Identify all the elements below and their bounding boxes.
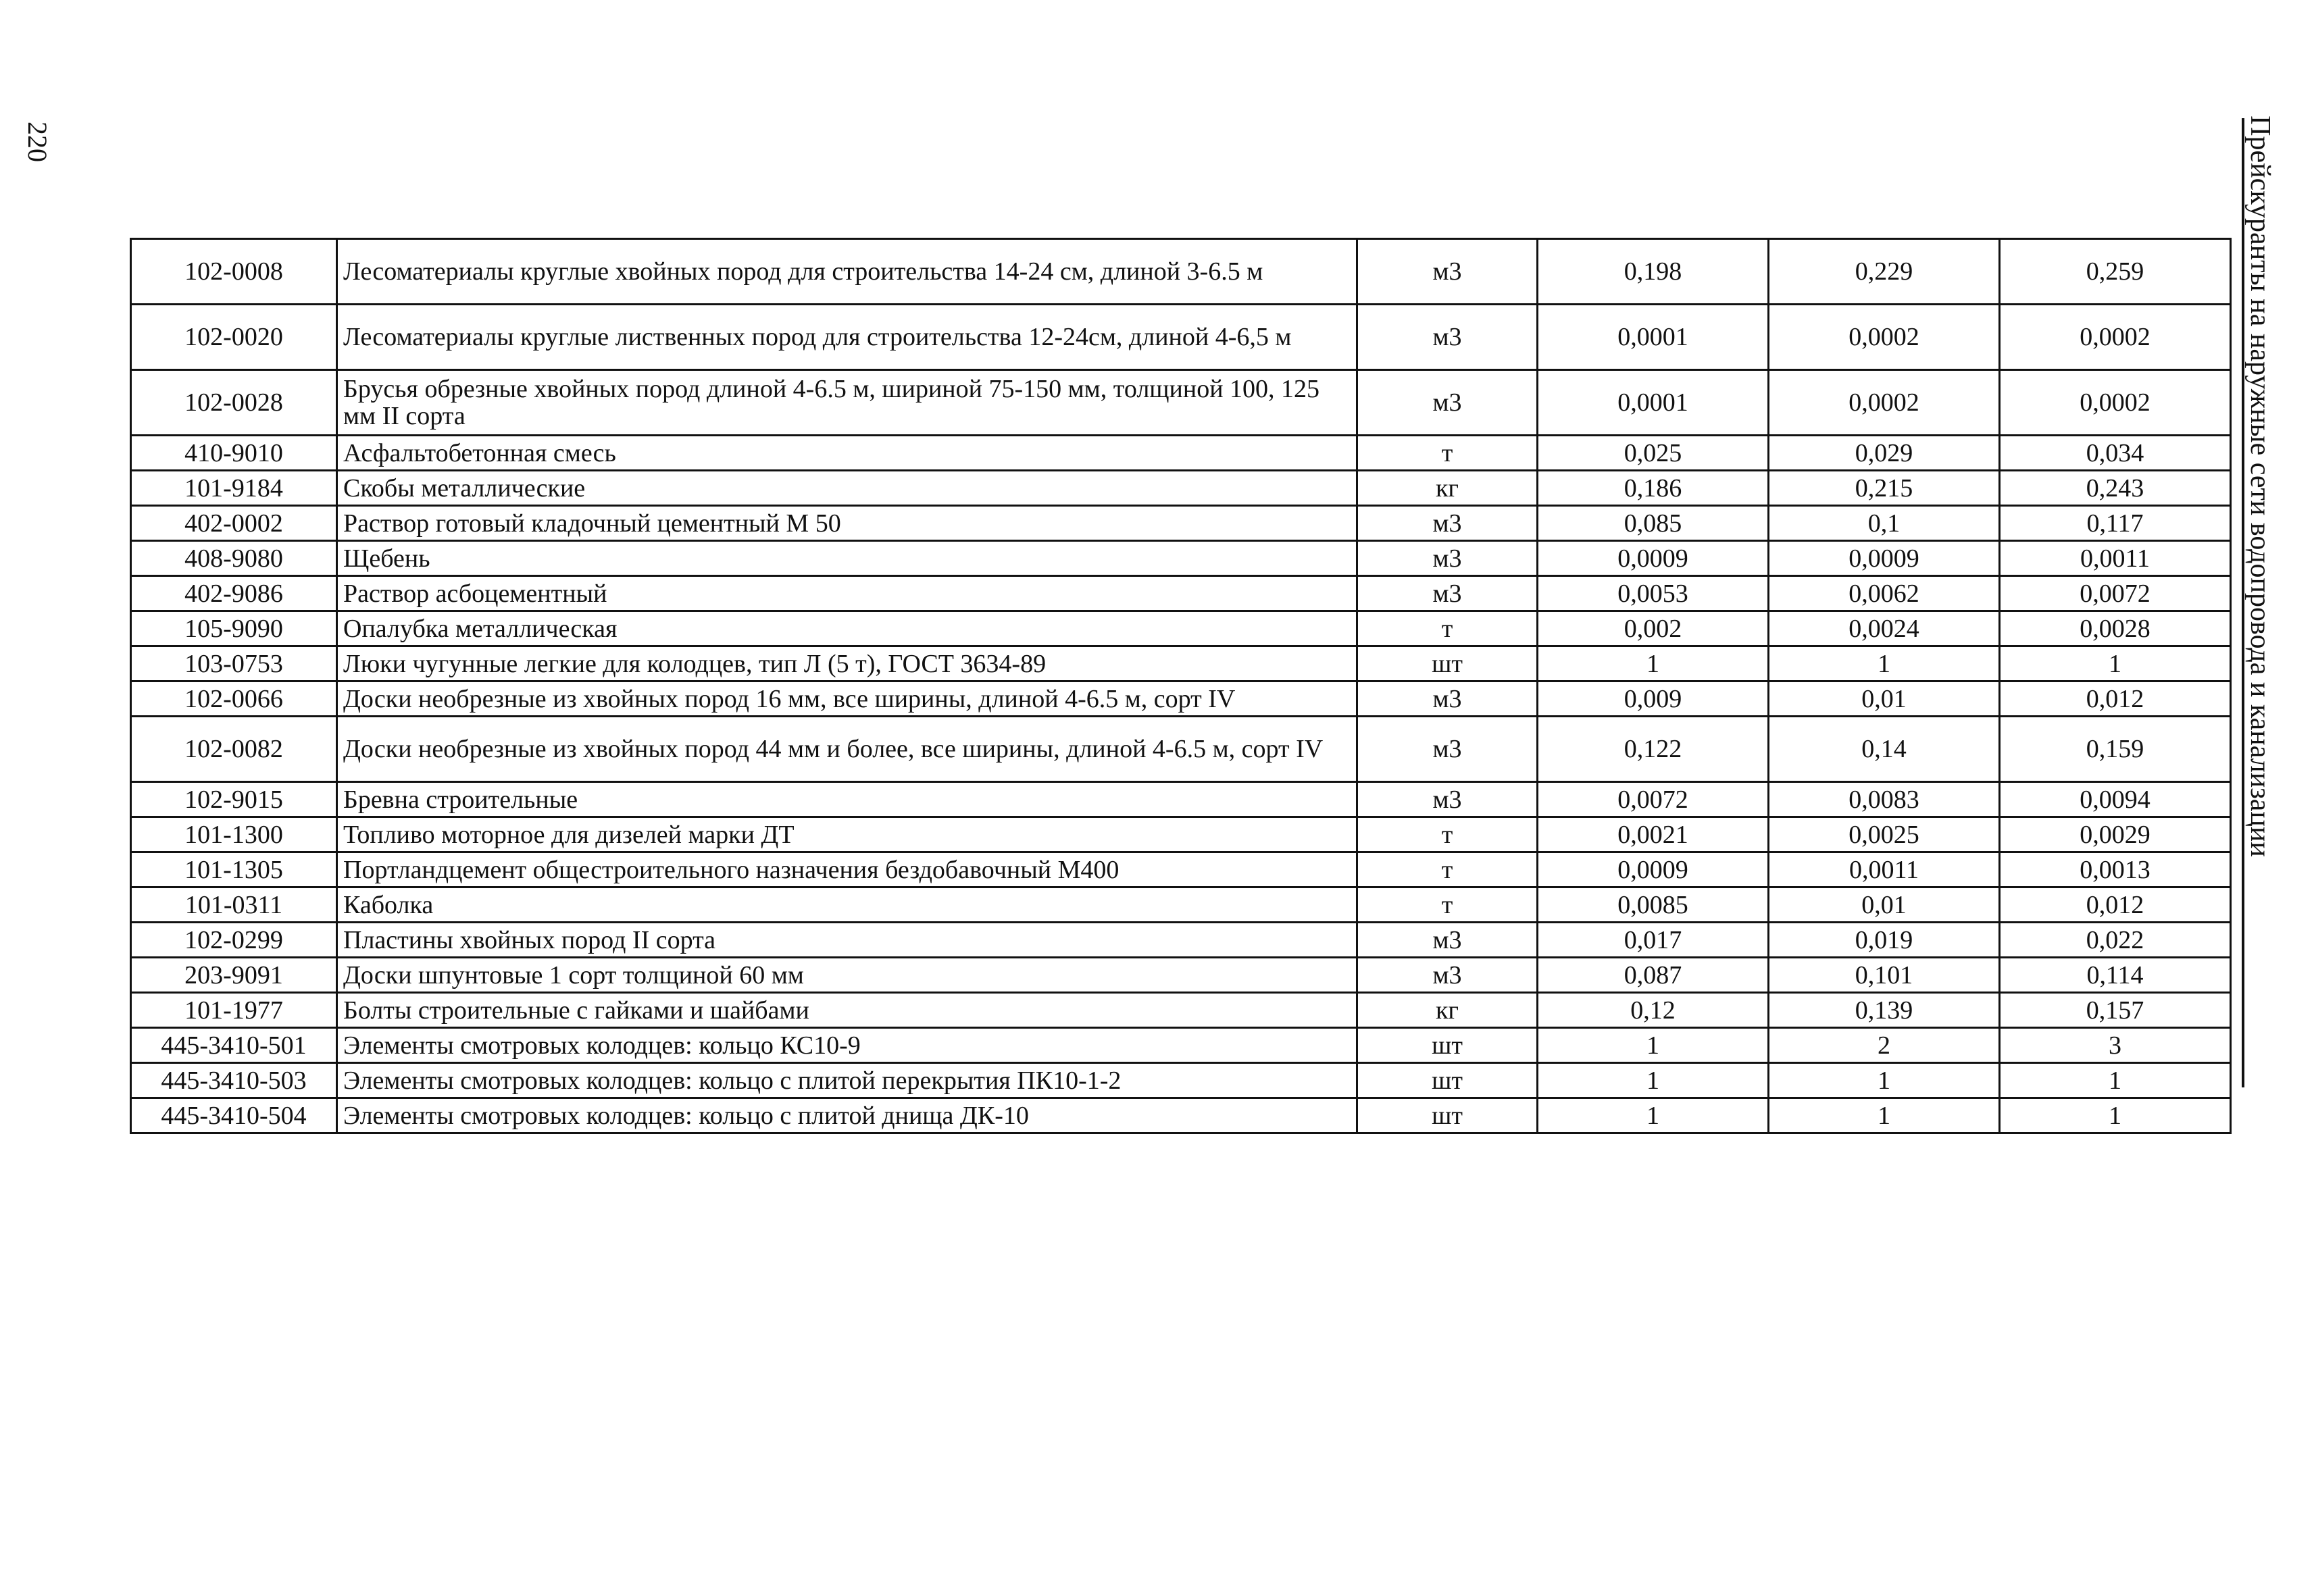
value-col-2: 0,1	[1769, 506, 2000, 541]
value-col-1: 0,087	[1538, 958, 1769, 993]
value-col-3: 0,0028	[2000, 611, 2231, 646]
material-name: Элементы смотровых колодцев: кольцо с плитой перекрытия ПК10-1-2	[337, 1063, 1357, 1098]
material-unit: т	[1357, 436, 1538, 471]
material-name: Лесоматериалы круглые хвойных пород для строительства 14-24 см, длиной 3-6.5 м	[337, 239, 1357, 305]
value-col-1: 0,002	[1538, 611, 1769, 646]
table-row	[131, 541, 2231, 576]
value-col-2: 1	[1769, 646, 2000, 681]
value-col-3: 0,114	[2000, 958, 2231, 993]
material-code: 402-9086	[131, 576, 337, 611]
value-col-1: 1	[1538, 646, 1769, 681]
value-col-3: 0,034	[2000, 436, 2231, 471]
table-row	[131, 370, 2231, 436]
material-unit: т	[1357, 817, 1538, 852]
table-row	[131, 923, 2231, 958]
value-col-2: 2	[1769, 1028, 2000, 1063]
table-row	[131, 993, 2231, 1028]
value-col-1: 0,0001	[1538, 370, 1769, 436]
material-unit: м3	[1357, 506, 1538, 541]
value-col-2: 0,029	[1769, 436, 2000, 471]
material-unit: шт	[1357, 646, 1538, 681]
table-row	[131, 717, 2231, 782]
table-row	[131, 817, 2231, 852]
table-row	[131, 506, 2231, 541]
material-unit: м3	[1357, 541, 1538, 576]
value-col-2: 0,01	[1769, 887, 2000, 923]
value-col-2: 0,0025	[1769, 817, 2000, 852]
value-col-3: 1	[2000, 1063, 2231, 1098]
material-unit: м3	[1357, 717, 1538, 782]
value-col-1: 0,12	[1538, 993, 1769, 1028]
value-col-2: 0,0011	[1769, 852, 2000, 887]
value-col-1: 0,122	[1538, 717, 1769, 782]
value-col-2: 0,0002	[1769, 370, 2000, 436]
table-row	[131, 646, 2231, 681]
material-code: 102-0008	[131, 239, 337, 305]
material-code: 102-9015	[131, 782, 337, 817]
value-col-3: 0,157	[2000, 993, 2231, 1028]
material-unit: шт	[1357, 1028, 1538, 1063]
material-unit: шт	[1357, 1098, 1538, 1133]
material-name: Брусья обрезные хвойных пород длиной 4-6.5 м, шириной 75-150 мм, толщиной 100, 125 мм II сорта	[337, 370, 1357, 436]
material-code: 101-0311	[131, 887, 337, 923]
value-col-2: 0,229	[1769, 239, 2000, 305]
value-col-1: 1	[1538, 1028, 1769, 1063]
table-row	[131, 471, 2231, 506]
material-code: 445-3410-501	[131, 1028, 337, 1063]
value-col-3: 3	[2000, 1028, 2231, 1063]
table-row	[131, 239, 2231, 305]
material-name: Доски необрезные из хвойных пород 16 мм, все ширины, длиной 4-6.5 м, сорт IV	[337, 681, 1357, 717]
table-row	[131, 681, 2231, 717]
table-row	[131, 1063, 2231, 1098]
material-unit: м3	[1357, 681, 1538, 717]
material-unit: м3	[1357, 576, 1538, 611]
value-col-1: 0,0021	[1538, 817, 1769, 852]
material-name: Люки чугунные легкие для колодцев, тип Л (5 т), ГОСТ 3634-89	[337, 646, 1357, 681]
value-col-3: 0,0002	[2000, 305, 2231, 370]
value-col-3: 0,022	[2000, 923, 2231, 958]
material-name: Скобы металлические	[337, 471, 1357, 506]
material-name: Щебень	[337, 541, 1357, 576]
value-col-3: 0,0094	[2000, 782, 2231, 817]
value-col-2: 0,0002	[1769, 305, 2000, 370]
table-row	[131, 958, 2231, 993]
material-code: 445-3410-503	[131, 1063, 337, 1098]
material-code: 102-0028	[131, 370, 337, 436]
material-name: Лесоматериалы круглые лиственных пород для строительства 12-24см, длиной 4-6,5 м	[337, 305, 1357, 370]
table-row	[131, 305, 2231, 370]
value-col-2: 0,14	[1769, 717, 2000, 782]
table-row	[131, 887, 2231, 923]
value-col-1: 0,0001	[1538, 305, 1769, 370]
material-name: Опалубка металлическая	[337, 611, 1357, 646]
value-col-3: 0,243	[2000, 471, 2231, 506]
material-unit: т	[1357, 852, 1538, 887]
value-col-2: 0,0062	[1769, 576, 2000, 611]
materials-table	[130, 238, 2232, 1134]
material-name: Асфальтобетонная смесь	[337, 436, 1357, 471]
material-unit: м3	[1357, 958, 1538, 993]
value-col-1: 0,0009	[1538, 541, 1769, 576]
value-col-3: 0,0013	[2000, 852, 2231, 887]
material-unit: т	[1357, 887, 1538, 923]
value-col-2: 0,139	[1769, 993, 2000, 1028]
material-code: 408-9080	[131, 541, 337, 576]
material-name: Бревна строительные	[337, 782, 1357, 817]
material-unit: м3	[1357, 239, 1538, 305]
value-col-3: 0,0011	[2000, 541, 2231, 576]
value-col-3: 0,012	[2000, 887, 2231, 923]
value-col-1: 0,186	[1538, 471, 1769, 506]
material-code: 102-0066	[131, 681, 337, 717]
material-unit: м3	[1357, 370, 1538, 436]
material-code: 203-9091	[131, 958, 337, 993]
material-code: 410-9010	[131, 436, 337, 471]
material-unit: кг	[1357, 993, 1538, 1028]
value-col-3: 0,0029	[2000, 817, 2231, 852]
value-col-1: 0,017	[1538, 923, 1769, 958]
material-name: Топливо моторное для дизелей марки ДТ	[337, 817, 1357, 852]
material-code: 102-0082	[131, 717, 337, 782]
material-name: Раствор готовый кладочный цементный М 50	[337, 506, 1357, 541]
table-row	[131, 1098, 2231, 1133]
material-name: Элементы смотровых колодцев: кольцо с плитой днища ДК-10	[337, 1098, 1357, 1133]
value-col-3: 0,259	[2000, 239, 2231, 305]
value-col-1: 0,085	[1538, 506, 1769, 541]
table-row	[131, 782, 2231, 817]
table-row	[131, 436, 2231, 471]
value-col-2: 1	[1769, 1098, 2000, 1133]
material-name: Пластины хвойных пород II сорта	[337, 923, 1357, 958]
material-name: Доски необрезные из хвойных пород 44 мм и более, все ширины, длиной 4-6.5 м, сорт IV	[337, 717, 1357, 782]
material-code: 101-1305	[131, 852, 337, 887]
value-col-1: 0,0053	[1538, 576, 1769, 611]
material-code: 101-1300	[131, 817, 337, 852]
value-col-2: 0,0009	[1769, 541, 2000, 576]
value-col-3: 0,012	[2000, 681, 2231, 717]
material-name: Каболка	[337, 887, 1357, 923]
material-unit: м3	[1357, 923, 1538, 958]
value-col-2: 0,019	[1769, 923, 2000, 958]
running-header: Прейскуранты на наружные сети водопровода и канализации	[2244, 115, 2275, 857]
value-col-2: 0,0024	[1769, 611, 2000, 646]
material-code: 445-3410-504	[131, 1098, 337, 1133]
material-code: 101-9184	[131, 471, 337, 506]
value-col-3: 0,0072	[2000, 576, 2231, 611]
material-unit: шт	[1357, 1063, 1538, 1098]
value-col-3: 1	[2000, 646, 2231, 681]
table-row	[131, 611, 2231, 646]
material-unit: кг	[1357, 471, 1538, 506]
value-col-1: 0,0085	[1538, 887, 1769, 923]
table-row	[131, 1028, 2231, 1063]
value-col-1: 0,0009	[1538, 852, 1769, 887]
value-col-3: 1	[2000, 1098, 2231, 1133]
value-col-1: 0,198	[1538, 239, 1769, 305]
material-code: 101-1977	[131, 993, 337, 1028]
material-name: Болты строительные с гайками и шайбами	[337, 993, 1357, 1028]
header-rule	[2242, 118, 2244, 1087]
material-code: 102-0020	[131, 305, 337, 370]
material-unit: м3	[1357, 305, 1538, 370]
material-unit: м3	[1357, 782, 1538, 817]
material-code: 102-0299	[131, 923, 337, 958]
material-name: Элементы смотровых колодцев: кольцо КС10-9	[337, 1028, 1357, 1063]
material-code: 103-0753	[131, 646, 337, 681]
material-name: Портландцемент общестроительного назначения бездобавочный М400	[337, 852, 1357, 887]
value-col-1: 0,025	[1538, 436, 1769, 471]
material-name: Доски шпунтовые 1 сорт толщиной 60 мм	[337, 958, 1357, 993]
value-col-2: 0,215	[1769, 471, 2000, 506]
material-unit: т	[1357, 611, 1538, 646]
value-col-2: 0,101	[1769, 958, 2000, 993]
value-col-1: 0,0072	[1538, 782, 1769, 817]
value-col-1: 1	[1538, 1098, 1769, 1133]
page-number: 220	[22, 122, 53, 162]
table-row	[131, 852, 2231, 887]
value-col-1: 0,009	[1538, 681, 1769, 717]
value-col-2: 1	[1769, 1063, 2000, 1098]
value-col-1: 1	[1538, 1063, 1769, 1098]
value-col-2: 0,0083	[1769, 782, 2000, 817]
material-code: 105-9090	[131, 611, 337, 646]
material-code: 402-0002	[131, 506, 337, 541]
table-row	[131, 576, 2231, 611]
value-col-3: 0,0002	[2000, 370, 2231, 436]
value-col-3: 0,159	[2000, 717, 2231, 782]
value-col-3: 0,117	[2000, 506, 2231, 541]
material-name: Раствор асбоцементный	[337, 576, 1357, 611]
value-col-2: 0,01	[1769, 681, 2000, 717]
